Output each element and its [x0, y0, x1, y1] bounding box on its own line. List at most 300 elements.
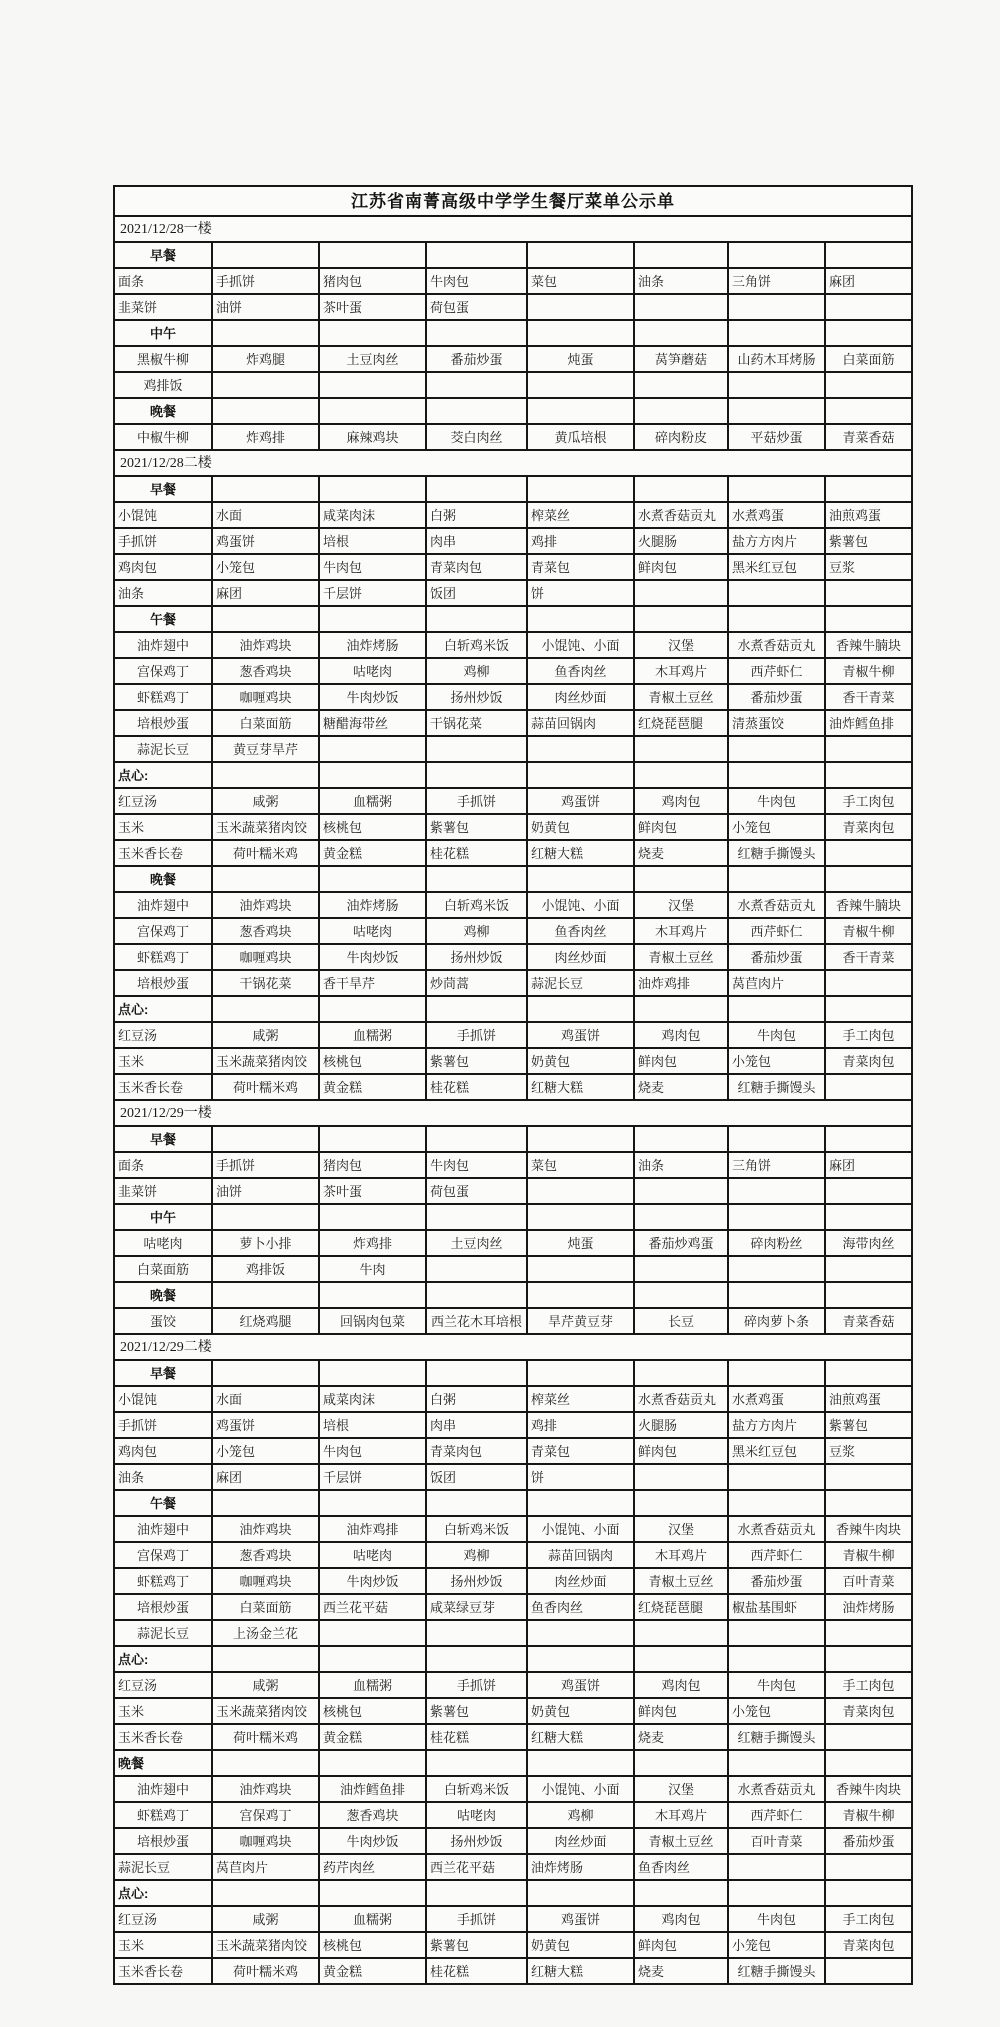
menu-cell: 青椒牛柳 [825, 1802, 912, 1828]
menu-cell: 土豆肉丝 [426, 1230, 527, 1256]
menu-cell: 玉米蔬菜猪肉饺 [212, 1048, 319, 1074]
meal-header-row [114, 476, 912, 502]
menu-cell: 肉串 [426, 1412, 527, 1438]
menu-cell: 烧麦 [634, 1724, 728, 1750]
menu-cell-empty [728, 1854, 825, 1880]
menu-cell-empty [319, 1646, 426, 1672]
menu-cell: 千层饼 [319, 1464, 426, 1490]
menu-cell: 荷包蛋 [426, 294, 527, 320]
menu-cell: 菜包 [527, 268, 634, 294]
menu-cell: 油炸烤肠 [319, 892, 426, 918]
menu-cell: 青椒牛柳 [825, 918, 912, 944]
menu-items-row [114, 1308, 912, 1334]
menu-cell: 小馄饨、小面 [527, 1516, 634, 1542]
menu-cell-empty [634, 1750, 728, 1776]
menu-cell: 咸菜肉沫 [319, 502, 426, 528]
menu-cell: 鸡排饭 [212, 1256, 319, 1282]
menu-cell: 培根炒蛋 [114, 970, 212, 996]
menu-cell: 番茄炒蛋 [728, 684, 825, 710]
menu-cell: 香辣牛腩块 [825, 632, 912, 658]
menu-cell: 手抓饼 [114, 1412, 212, 1438]
menu-cell: 莴笋蘑菇 [634, 346, 728, 372]
menu-cell: 小馄饨、小面 [527, 1776, 634, 1802]
meal-label: 早餐 [114, 476, 212, 502]
menu-cell: 蒜泥长豆 [527, 970, 634, 996]
menu-cell: 油炸鸡块 [212, 892, 319, 918]
menu-cell: 肉丝炒面 [527, 684, 634, 710]
menu-cell-empty [527, 1880, 634, 1906]
menu-cell: 火腿肠 [634, 1412, 728, 1438]
menu-cell: 鸡蛋饼 [527, 1906, 634, 1932]
menu-cell-empty [728, 372, 825, 398]
menu-cell: 烧麦 [634, 840, 728, 866]
menu-cell-empty [728, 320, 825, 346]
menu-cell-empty [319, 1204, 426, 1230]
menu-cell-empty [728, 996, 825, 1022]
menu-items-row [114, 1074, 912, 1100]
meal-header-row [114, 1880, 912, 1906]
menu-cell: 红糖手撕馒头 [728, 1958, 825, 1984]
menu-cell: 西兰花木耳培根 [426, 1308, 527, 1334]
menu-cell-empty [634, 1646, 728, 1672]
menu-cell: 小笼包 [728, 1048, 825, 1074]
menu-items-row [114, 944, 912, 970]
menu-cell: 黄豆芽旱芹 [212, 736, 319, 762]
menu-cell-empty [527, 1646, 634, 1672]
menu-cell-empty [527, 1126, 634, 1152]
menu-cell: 油煎鸡蛋 [825, 502, 912, 528]
menu-cell: 鲜肉包 [634, 554, 728, 580]
menu-cell: 紫薯包 [426, 1048, 527, 1074]
menu-table [113, 185, 913, 1985]
menu-cell: 碎肉萝卜条 [728, 1308, 825, 1334]
menu-cell: 红糖手撕馒头 [728, 1724, 825, 1750]
meal-label: 早餐 [114, 1360, 212, 1386]
menu-cell: 咕咾肉 [319, 918, 426, 944]
menu-cell: 鲜肉包 [634, 814, 728, 840]
menu-cell: 红糖大糕 [527, 1724, 634, 1750]
menu-cell: 中椒牛柳 [114, 424, 212, 450]
menu-cell-empty [426, 1490, 527, 1516]
menu-cell-empty [319, 242, 426, 268]
menu-items-row [114, 1776, 912, 1802]
meal-header-row [114, 1282, 912, 1308]
menu-cell: 面条 [114, 268, 212, 294]
menu-cell: 汉堡 [634, 1516, 728, 1542]
menu-cell-empty [319, 1750, 426, 1776]
menu-items-row [114, 1412, 912, 1438]
menu-cell: 麻团 [825, 1152, 912, 1178]
meal-label: 点心: [114, 762, 212, 788]
menu-cell-empty [527, 996, 634, 1022]
menu-cell-empty [527, 1282, 634, 1308]
menu-cell: 鸡蛋饼 [212, 1412, 319, 1438]
menu-cell: 鸡柳 [527, 1802, 634, 1828]
menu-cell: 鸡排 [527, 528, 634, 554]
meal-header-row [114, 866, 912, 892]
meal-label: 中午 [114, 320, 212, 346]
menu-cell-empty [426, 372, 527, 398]
menu-cell: 青菜肉包 [825, 1932, 912, 1958]
menu-cell: 水煮香菇贡丸 [728, 1776, 825, 1802]
menu-cell: 干锅花菜 [426, 710, 527, 736]
menu-cell-empty [825, 1620, 912, 1646]
menu-cell-empty [212, 1360, 319, 1386]
menu-cell: 茶叶蛋 [319, 1178, 426, 1204]
menu-cell: 玉米香长卷 [114, 840, 212, 866]
menu-cell-empty [728, 398, 825, 424]
menu-cell: 水煮香菇贡丸 [728, 1516, 825, 1542]
menu-cell-empty [634, 398, 728, 424]
menu-cell: 荷叶糯米鸡 [212, 1958, 319, 1984]
menu-cell: 鸡肉包 [114, 1438, 212, 1464]
menu-cell-empty [728, 1646, 825, 1672]
menu-items-row [114, 1230, 912, 1256]
menu-cell-empty [212, 1282, 319, 1308]
menu-cell: 土豆肉丝 [319, 346, 426, 372]
menu-cell-empty [212, 606, 319, 632]
menu-items-row [114, 658, 912, 684]
menu-cell: 肉丝炒面 [527, 1828, 634, 1854]
menu-cell-empty [426, 1620, 527, 1646]
title-row [114, 186, 912, 216]
menu-items-row [114, 1178, 912, 1204]
menu-cell: 鲜肉包 [634, 1438, 728, 1464]
menu-cell-empty [212, 1750, 319, 1776]
menu-cell: 鸡肉包 [634, 788, 728, 814]
menu-cell: 油炸鸡排 [319, 1516, 426, 1542]
menu-cell: 咖喱鸡块 [212, 1828, 319, 1854]
menu-cell: 青椒土豆丝 [634, 684, 728, 710]
menu-cell: 香辣牛肉块 [825, 1776, 912, 1802]
menu-sheet [113, 185, 911, 1985]
menu-cell-empty [825, 866, 912, 892]
meal-label: 午餐 [114, 606, 212, 632]
menu-cell-empty [728, 1880, 825, 1906]
menu-cell: 牛肉炒饭 [319, 1828, 426, 1854]
menu-cell: 小笼包 [728, 814, 825, 840]
menu-cell: 牛肉炒饭 [319, 684, 426, 710]
menu-cell: 小笼包 [212, 1438, 319, 1464]
menu-cell-empty [728, 1750, 825, 1776]
menu-cell: 牛肉包 [728, 1906, 825, 1932]
menu-cell: 血糯粥 [319, 1906, 426, 1932]
menu-cell-empty [728, 1204, 825, 1230]
menu-cell: 咕咾肉 [319, 1542, 426, 1568]
menu-items-row [114, 1152, 912, 1178]
menu-items-row [114, 502, 912, 528]
menu-cell: 韭菜饼 [114, 1178, 212, 1204]
menu-cell: 碎肉粉丝 [728, 1230, 825, 1256]
menu-cell: 玉米香长卷 [114, 1074, 212, 1100]
menu-cell: 鸡柳 [426, 1542, 527, 1568]
menu-cell: 白斩鸡米饭 [426, 1776, 527, 1802]
menu-cell: 水煮鸡蛋 [728, 502, 825, 528]
menu-cell-empty [319, 1360, 426, 1386]
menu-cell-empty [728, 1256, 825, 1282]
menu-cell-empty [634, 476, 728, 502]
menu-cell: 青椒土豆丝 [634, 1828, 728, 1854]
menu-cell: 手抓饼 [426, 1022, 527, 1048]
menu-cell: 咕咾肉 [114, 1230, 212, 1256]
menu-cell: 西兰花平菇 [319, 1594, 426, 1620]
menu-cell-empty [426, 1282, 527, 1308]
menu-cell-empty [319, 866, 426, 892]
meal-label: 晚餐 [114, 1750, 212, 1776]
menu-cell: 山药木耳烤肠 [728, 346, 825, 372]
menu-cell: 荷叶糯米鸡 [212, 1074, 319, 1100]
menu-cell-empty [426, 762, 527, 788]
menu-cell: 油条 [634, 1152, 728, 1178]
menu-cell: 荷叶糯米鸡 [212, 840, 319, 866]
meal-label: 早餐 [114, 1126, 212, 1152]
menu-cell: 咖喱鸡块 [212, 944, 319, 970]
menu-cell-empty [634, 1464, 728, 1490]
menu-cell: 鱼香肉丝 [527, 918, 634, 944]
menu-cell-empty [825, 1204, 912, 1230]
menu-cell: 萝卜小排 [212, 1230, 319, 1256]
menu-cell: 牛肉炒饭 [319, 1568, 426, 1594]
menu-cell: 虾糕鸡丁 [114, 1802, 212, 1828]
menu-cell: 鲜肉包 [634, 1932, 728, 1958]
menu-items-row [114, 580, 912, 606]
menu-cell: 油炸鸡块 [212, 1516, 319, 1542]
menu-cell-empty [728, 606, 825, 632]
menu-cell: 核桃包 [319, 1048, 426, 1074]
menu-items-row [114, 918, 912, 944]
menu-cell: 牛肉炒饭 [319, 944, 426, 970]
menu-cell: 虾糕鸡丁 [114, 1568, 212, 1594]
menu-cell: 香辣牛肉块 [825, 1516, 912, 1542]
menu-cell: 青菜包 [527, 554, 634, 580]
menu-cell-empty [825, 1178, 912, 1204]
date-label: 2021/12/29一楼 [114, 1100, 912, 1126]
menu-cell: 汉堡 [634, 632, 728, 658]
menu-cell: 咸粥 [212, 788, 319, 814]
date-row [114, 216, 912, 242]
menu-cell: 红糖手撕馒头 [728, 1074, 825, 1100]
menu-cell: 咕咾肉 [426, 1802, 527, 1828]
menu-cell-empty [212, 476, 319, 502]
menu-items-row [114, 294, 912, 320]
menu-cell-empty [825, 1854, 912, 1880]
menu-cell: 手抓饼 [426, 1906, 527, 1932]
meal-header-row [114, 1750, 912, 1776]
menu-cell: 水煮香菇贡丸 [728, 892, 825, 918]
menu-cell: 红豆汤 [114, 1022, 212, 1048]
menu-cell: 油煎鸡蛋 [825, 1386, 912, 1412]
menu-cell: 番茄炒鸡蛋 [634, 1230, 728, 1256]
menu-cell: 牛肉包 [426, 1152, 527, 1178]
menu-cell-empty [634, 736, 728, 762]
menu-items-row [114, 346, 912, 372]
menu-cell: 青菜肉包 [825, 814, 912, 840]
menu-cell: 白菜面筋 [114, 1256, 212, 1282]
menu-cell: 豆浆 [825, 554, 912, 580]
menu-cell-empty [426, 996, 527, 1022]
menu-cell: 香干青菜 [825, 684, 912, 710]
meal-label: 午餐 [114, 1490, 212, 1516]
menu-cell: 咸粥 [212, 1672, 319, 1698]
menu-cell: 麻辣鸡块 [319, 424, 426, 450]
menu-cell-empty [212, 762, 319, 788]
menu-cell: 牛肉包 [319, 1438, 426, 1464]
menu-cell: 番茄炒蛋 [426, 346, 527, 372]
menu-cell: 水面 [212, 1386, 319, 1412]
menu-cell: 白菜面筋 [825, 346, 912, 372]
menu-cell-empty [634, 996, 728, 1022]
menu-cell: 油炸翅中 [114, 1516, 212, 1542]
menu-cell: 清蒸蛋饺 [728, 710, 825, 736]
menu-cell: 鸡蛋饼 [527, 1672, 634, 1698]
menu-cell-empty [728, 1490, 825, 1516]
menu-cell: 榨菜丝 [527, 1386, 634, 1412]
menu-cell: 核桃包 [319, 1932, 426, 1958]
menu-cell: 黑米红豆包 [728, 1438, 825, 1464]
menu-cell-empty [212, 996, 319, 1022]
menu-items-row [114, 1542, 912, 1568]
menu-cell: 宫保鸡丁 [114, 1542, 212, 1568]
menu-cell: 香辣牛腩块 [825, 892, 912, 918]
menu-cell-empty [319, 1126, 426, 1152]
menu-cell-empty [527, 294, 634, 320]
menu-cell-empty [634, 1880, 728, 1906]
menu-cell: 百叶青菜 [728, 1828, 825, 1854]
menu-cell: 饭团 [426, 1464, 527, 1490]
menu-cell-empty [319, 1620, 426, 1646]
menu-items-row [114, 1932, 912, 1958]
menu-cell-empty [426, 1360, 527, 1386]
menu-cell-empty [212, 1126, 319, 1152]
menu-cell: 白粥 [426, 1386, 527, 1412]
menu-cell: 百叶青菜 [825, 1568, 912, 1594]
menu-cell: 木耳鸡片 [634, 658, 728, 684]
menu-cell: 油炸鳕鱼排 [825, 710, 912, 736]
menu-cell-empty [825, 1958, 912, 1984]
menu-cell-empty [319, 762, 426, 788]
date-row [114, 1100, 912, 1126]
menu-cell-empty [634, 1620, 728, 1646]
menu-cell: 黄金糕 [319, 1958, 426, 1984]
menu-cell: 桂花糕 [426, 1724, 527, 1750]
menu-cell: 咸粥 [212, 1906, 319, 1932]
menu-items-row [114, 892, 912, 918]
menu-cell-empty [212, 1646, 319, 1672]
menu-cell-empty [825, 1464, 912, 1490]
menu-items-row [114, 554, 912, 580]
menu-cell: 奶黄包 [527, 1048, 634, 1074]
menu-cell: 鸡肉包 [114, 554, 212, 580]
menu-cell: 牛肉包 [426, 268, 527, 294]
menu-cell: 旱芹黄豆芽 [527, 1308, 634, 1334]
menu-cell: 小馄饨 [114, 502, 212, 528]
menu-cell: 白菜面筋 [212, 1594, 319, 1620]
menu-cell-empty [527, 320, 634, 346]
menu-cell-empty [728, 1464, 825, 1490]
menu-items-row [114, 1386, 912, 1412]
menu-cell: 鱼香肉丝 [634, 1854, 728, 1880]
menu-cell: 牛肉包 [728, 1672, 825, 1698]
menu-cell-empty [634, 1204, 728, 1230]
menu-cell: 炖蛋 [527, 346, 634, 372]
menu-cell: 黄瓜培根 [527, 424, 634, 450]
menu-cell: 玉米蔬菜猪肉饺 [212, 1932, 319, 1958]
menu-cell-empty [728, 1282, 825, 1308]
menu-cell: 油炸鸡块 [212, 632, 319, 658]
menu-cell: 西芹虾仁 [728, 918, 825, 944]
menu-cell: 饼 [527, 1464, 634, 1490]
menu-cell: 鲜肉包 [634, 1698, 728, 1724]
menu-cell: 水煮香菇贡丸 [634, 1386, 728, 1412]
menu-cell-empty [212, 1490, 319, 1516]
menu-cell: 肉丝炒面 [527, 1568, 634, 1594]
menu-items-row [114, 632, 912, 658]
menu-cell: 手抓饼 [212, 1152, 319, 1178]
menu-cell: 牛肉 [319, 1256, 426, 1282]
menu-cell: 青椒牛柳 [825, 1542, 912, 1568]
menu-cell-empty [728, 1620, 825, 1646]
menu-cell-empty [825, 606, 912, 632]
menu-cell-empty [825, 762, 912, 788]
menu-cell-empty [426, 1204, 527, 1230]
menu-cell: 油条 [114, 580, 212, 606]
menu-cell-empty [426, 1126, 527, 1152]
menu-items-row [114, 1802, 912, 1828]
meal-header-row [114, 996, 912, 1022]
menu-cell-empty [634, 1256, 728, 1282]
menu-cell: 葱香鸡块 [212, 1542, 319, 1568]
menu-cell: 培根炒蛋 [114, 1594, 212, 1620]
menu-cell: 油炸翅中 [114, 892, 212, 918]
menu-cell-empty [634, 320, 728, 346]
menu-items-row [114, 268, 912, 294]
menu-cell: 烧麦 [634, 1958, 728, 1984]
menu-cell: 玉米香长卷 [114, 1958, 212, 1984]
meal-label: 晚餐 [114, 866, 212, 892]
meal-header-row [114, 398, 912, 424]
menu-cell: 油饼 [212, 1178, 319, 1204]
menu-cell: 青菜香菇 [825, 1308, 912, 1334]
menu-cell: 小笼包 [728, 1698, 825, 1724]
menu-cell: 菜包 [527, 1152, 634, 1178]
meal-label: 早餐 [114, 242, 212, 268]
menu-cell: 鸡排 [527, 1412, 634, 1438]
menu-cell-empty [825, 1282, 912, 1308]
menu-cell-empty [212, 242, 319, 268]
menu-items-row [114, 970, 912, 996]
date-row [114, 450, 912, 476]
menu-cell-empty [825, 398, 912, 424]
menu-cell: 炸鸡排 [212, 424, 319, 450]
meal-label: 点心: [114, 1880, 212, 1906]
menu-cell-empty [527, 1360, 634, 1386]
menu-cell: 奶黄包 [527, 1698, 634, 1724]
menu-items-row [114, 1594, 912, 1620]
menu-cell: 回锅肉包菜 [319, 1308, 426, 1334]
menu-cell: 炸鸡排 [319, 1230, 426, 1256]
menu-cell: 蒜泥长豆 [114, 1620, 212, 1646]
menu-cell: 红烧鸡腿 [212, 1308, 319, 1334]
menu-cell-empty [825, 580, 912, 606]
meal-header-row [114, 762, 912, 788]
menu-cell: 青菜肉包 [426, 554, 527, 580]
menu-cell-empty [527, 398, 634, 424]
menu-cell: 白菜面筋 [212, 710, 319, 736]
menu-cell: 红糖大糕 [527, 1958, 634, 1984]
page-title: 江苏省南菁高级中学学生餐厅菜单公示单 [114, 186, 912, 216]
menu-cell: 鸡蛋饼 [212, 528, 319, 554]
menu-cell: 牛肉包 [728, 788, 825, 814]
